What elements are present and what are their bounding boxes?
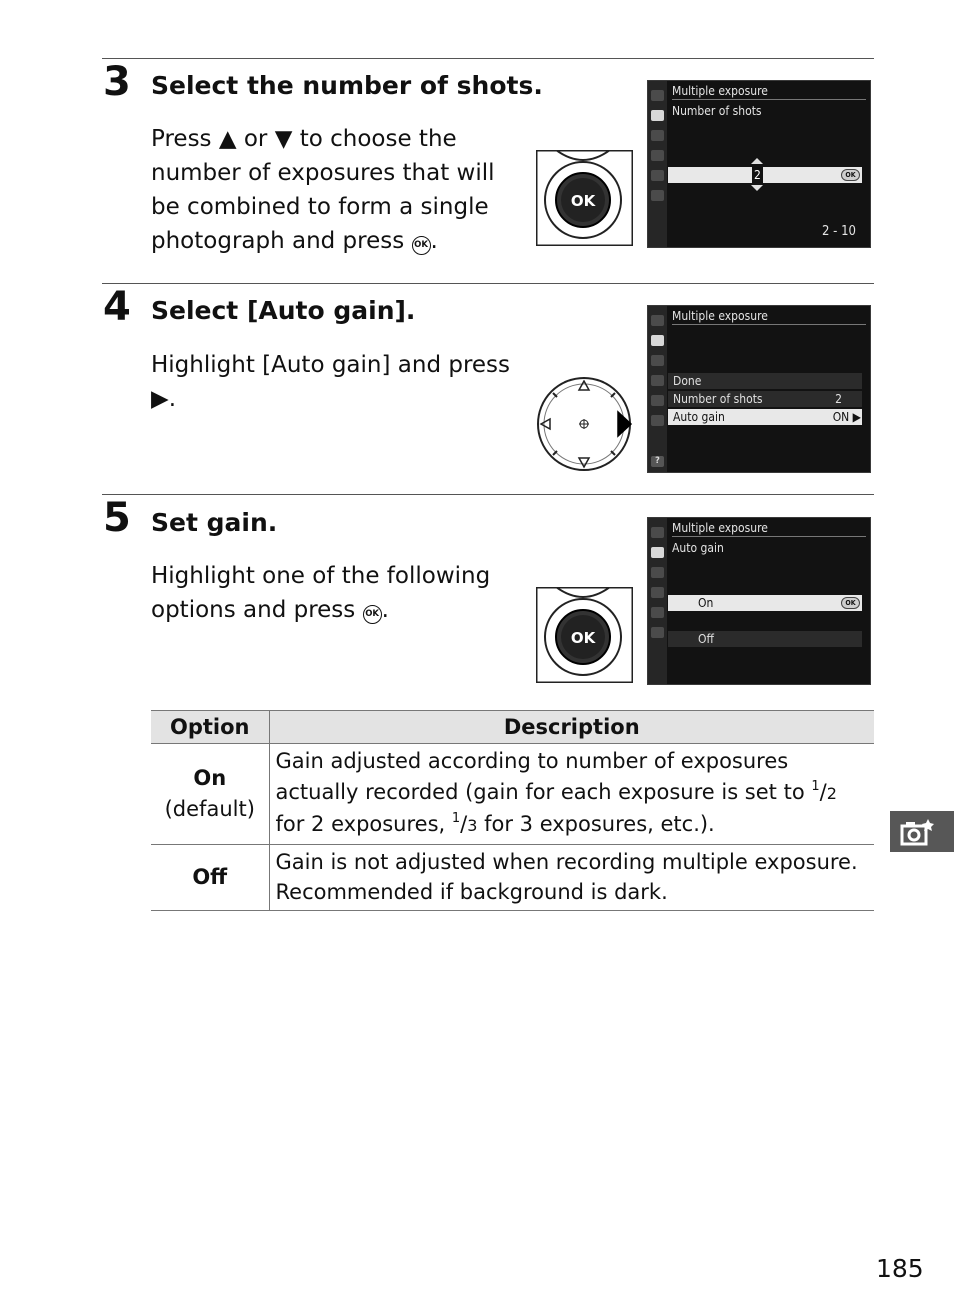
menu-item-auto-gain: Auto gain ON ▶ (668, 409, 862, 425)
shooting-menu-icon (651, 547, 664, 558)
setup-menu-icon (651, 375, 664, 386)
number-of-shots-selector (668, 167, 862, 183)
menu-subheader: Number of shots (672, 104, 762, 118)
section-divider (102, 283, 874, 284)
option-on: On OK (668, 595, 862, 611)
menu-header: Multiple exposure (672, 308, 866, 325)
playback-menu-icon (651, 315, 664, 326)
retouch-menu-icon (651, 170, 664, 181)
ok-label: OK (570, 629, 596, 647)
ok-dial-illustration (536, 587, 633, 683)
retouch-menu-icon (651, 607, 664, 618)
camera-menu-screen (647, 517, 871, 685)
options-table (151, 710, 874, 911)
table-header-row (151, 711, 874, 744)
description-cell: Gain adjusted according to number of exposures actually recorded (gain for each exposure is set to $^1$/2 for 2 exposures, $^1$/3 for 3 exposures, etc.). (269, 744, 874, 845)
my-menu-icon (651, 190, 664, 201)
table-row (151, 844, 874, 910)
camera-menu-icon (900, 817, 936, 847)
option-note: (default) (164, 796, 255, 821)
section-divider (102, 494, 874, 495)
shooting-menu-icon (651, 110, 664, 121)
shots-range: 2 - 10 (822, 224, 856, 239)
custom-settings-icon (651, 355, 664, 366)
option-cell (151, 744, 269, 845)
menu-tab-strip (648, 518, 667, 684)
camera-menu-screen (647, 80, 871, 248)
column-header-option: Option (151, 711, 269, 744)
ok-button-icon: OK (363, 605, 382, 624)
menu-tab-strip (648, 81, 667, 247)
step-title: Select the number of shots. (151, 71, 543, 100)
ok-badge: OK (841, 169, 860, 181)
setup-menu-icon (651, 150, 664, 161)
column-header-description: Description (269, 711, 874, 744)
value-up-icon (751, 158, 763, 164)
chapter-tab (890, 811, 954, 852)
page-number: 185 (876, 1254, 924, 1283)
table-row (151, 744, 874, 845)
value-down-icon (751, 185, 763, 191)
help-icon: ? (651, 456, 664, 467)
option-cell (151, 844, 269, 910)
custom-settings-icon (651, 130, 664, 141)
step-title: Select [Auto gain]. (151, 296, 416, 325)
step-instructions: Highlight one of the following options and press OK . (151, 563, 491, 623)
setup-menu-icon (651, 587, 664, 598)
playback-menu-icon (651, 527, 664, 538)
camera-menu-screen (647, 305, 871, 473)
step-number: 5 (103, 495, 131, 541)
up-arrow-icon: ▲ (218, 126, 237, 152)
ok-button-icon: OK (412, 236, 431, 255)
my-menu-icon (651, 415, 664, 426)
ok-dial-illustration (536, 150, 633, 246)
retouch-menu-icon (651, 395, 664, 406)
menu-subheader: Auto gain (672, 541, 724, 555)
ok-badge: OK (841, 597, 860, 609)
down-arrow-icon: ▼ (274, 126, 293, 152)
step-instructions: Press ▲ or ▼ to choose the number of exposures that will be combined to form a single photograph and press OK . (151, 126, 495, 254)
ok-label: OK (570, 192, 596, 210)
menu-item-number-of-shots: Number of shots 2 (668, 391, 862, 407)
option-off: Off (668, 631, 862, 647)
option-name: On (193, 766, 227, 791)
step-number: 4 (103, 284, 131, 330)
step-number: 3 (103, 59, 131, 105)
menu-header: Multiple exposure (672, 83, 866, 100)
right-arrow-icon: ▶ (151, 386, 169, 412)
menu-item-done: Done (668, 373, 862, 389)
custom-settings-icon (651, 567, 664, 578)
shots-value: 2 (754, 168, 761, 182)
description-cell: Gain is not adjusted when recording multiple exposure. Recommended if background is dark. (269, 844, 874, 910)
playback-menu-icon (651, 90, 664, 101)
step-instructions: Highlight [Auto gain] and press ▶. (151, 352, 511, 412)
section-divider (102, 58, 874, 59)
step-title: Set gain. (151, 508, 278, 537)
shooting-menu-icon (651, 335, 664, 346)
menu-tab-strip (648, 306, 667, 472)
multi-selector-illustration (536, 376, 633, 472)
option-name: Off (192, 864, 228, 889)
menu-header: Multiple exposure (672, 520, 866, 537)
my-menu-icon (651, 627, 664, 638)
